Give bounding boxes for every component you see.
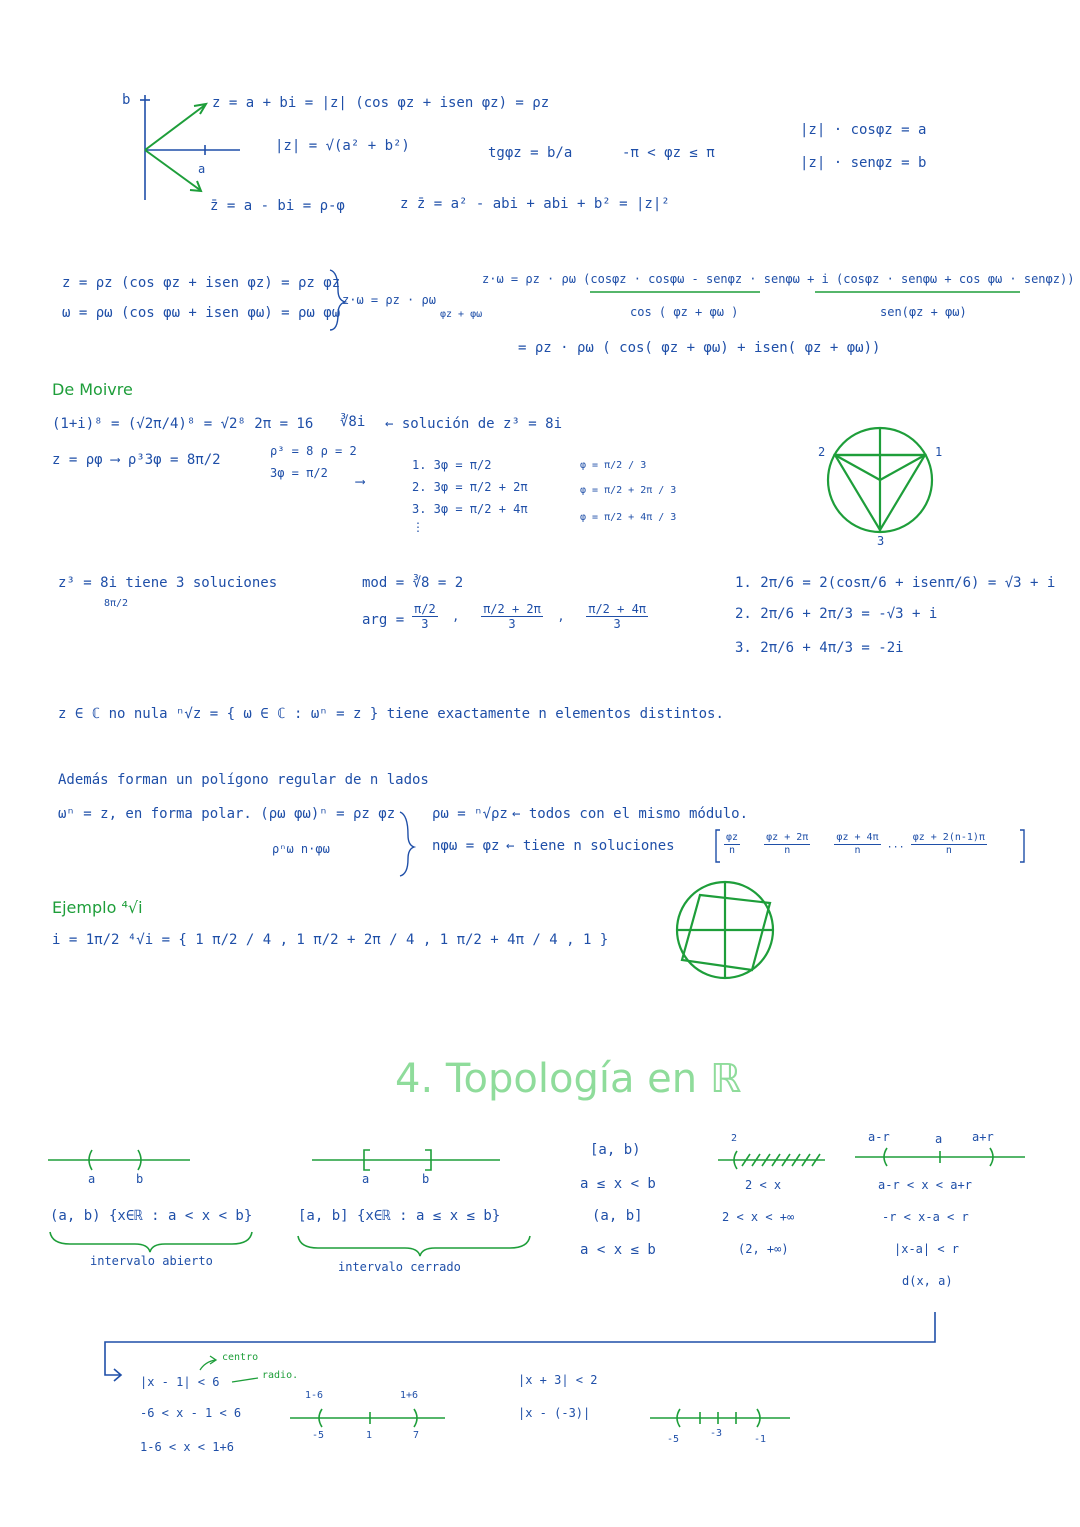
open-notation: (a, b) {x∈ℝ : a < x < b} (50, 1208, 253, 1224)
phi-value-1: φ = π/2 / 3 (580, 460, 647, 471)
w-polar-line: ω = ρω (cos φω + isen φω) = ρω φω (62, 305, 341, 321)
radio-label: radio. (262, 1370, 299, 1381)
ex1-bottom-1: -5 (312, 1430, 325, 1441)
connector-arrow (105, 1312, 935, 1375)
axis-a-label: a (198, 162, 206, 176)
example-heading: Ejemplo ⁴√i (52, 898, 143, 917)
case-2: 2. 3φ = π/2 + 2π (412, 480, 528, 494)
example-line: i = 1π/2 ⁴√i = { 1 π/2 / 4 , 1 π/2 + 2π / 4 , 1 π/2 + 4π / 4 , 1 } (52, 932, 609, 948)
half-interval-2: (a, b] (592, 1208, 643, 1224)
neighborhood-line (855, 1148, 1025, 1166)
polar-form-line: ωⁿ = z, en forma polar. (ρω φω)ⁿ = ρz φz (58, 806, 396, 822)
ray-interval-line (718, 1151, 825, 1169)
fourth-roots-circle (677, 882, 773, 978)
open-a: a (88, 1172, 96, 1186)
phi-note: ← tiene n soluciones (506, 838, 675, 854)
ray-interval: (2, +∞) (738, 1242, 789, 1256)
sen-sum-label: sen(φz + φω) (880, 305, 967, 319)
closed-notation: [a, b] {x∈ℝ : a ≤ x ≤ b} (298, 1208, 501, 1224)
closed-label: intervalo cerrado (338, 1260, 461, 1274)
system-line-2: 3φ = π/2 (270, 466, 328, 480)
nbhd-line-3: |x-a| < r (894, 1242, 960, 1256)
ex2-line-2: |x - (-3)| (518, 1406, 591, 1420)
cube-roots-circle (828, 428, 932, 532)
ex1-line-1: |x - 1| < 6 (140, 1375, 220, 1389)
arg-fractions: $\frac{\pi/2}{3}$ , $\frac{\pi/2 + 2\pi}{3}$ , $\frac{\pi/2 + 4\pi}{3}$ (414, 602, 647, 632)
z-polar-line: z = ρz (cos φz + isen φz) = ρz φz (62, 275, 341, 291)
ex2-line-1: |x + 3| < 2 (518, 1373, 598, 1387)
closed-b: b (422, 1172, 430, 1186)
cos-relation: |z| · cosφz = a (800, 122, 927, 138)
centro-label: centro (222, 1352, 259, 1363)
zw-sub: φz + φω (440, 309, 483, 320)
conjugate-formula: z̄ = a - bi = ρ-φ (210, 198, 345, 214)
phi-value-3: φ = π/2 + 4π / 3 (580, 512, 677, 523)
nbhd-label-left: a-r (868, 1130, 890, 1144)
closed-interval-line (312, 1150, 500, 1170)
polar-sub: ρⁿω n·φω (272, 842, 330, 856)
case-1: 1. 3φ = π/2 (412, 458, 492, 472)
tangent-formula: tgφz = b/a (488, 145, 573, 161)
half-interval-1: [a, b) (590, 1142, 641, 1158)
arg-label: arg = (362, 612, 405, 628)
example1-number-line (290, 1409, 445, 1427)
zw-short: z·ω = ρz · ρω (342, 293, 436, 307)
polygon-note: Además forman un polígono regular de n lados (58, 772, 429, 788)
solution-2: 2. 2π/6 + 2π/3 = -√3 + i (735, 606, 938, 622)
case-3: 3. 3φ = π/2 + 4π (412, 502, 528, 516)
modulus-formula: |z| = √(a² + b²) (275, 138, 410, 154)
under-8i: 8π/2 (104, 598, 129, 609)
closed-a: a (362, 1172, 370, 1186)
circle-label-3: 3 (877, 534, 885, 548)
ex2-bottom-1: -5 (667, 1434, 680, 1445)
nbhd-label-right: a+r (972, 1130, 994, 1144)
three-solutions: z³ = 8i tiene 3 soluciones (58, 575, 278, 591)
sen-relation: |z| · senφz = b (800, 155, 927, 171)
cos-sum-label: cos ( φz + φω ) (630, 305, 739, 319)
modulus-line: mod = ∛8 = 2 (362, 575, 464, 591)
nbhd-line-2: -r < x-a < r (882, 1210, 969, 1224)
open-interval-line (48, 1150, 190, 1170)
moivre-example: (1+i)⁸ = (√2π/4)⁸ = √2⁸ 2π = 16 (52, 416, 314, 432)
system-line-1: ρ³ = 8 ρ = 2 (270, 444, 357, 458)
ex1-top-left: 1-6 (305, 1390, 324, 1401)
ex1-bottom-3: 7 (413, 1430, 420, 1441)
vector-arrows (145, 104, 206, 191)
case-dots: ⋮ (412, 520, 424, 534)
argument-range: -π < φz ≤ π (622, 145, 715, 161)
zw-expansion: z·ω = ρz · ρω (cosφz · cosφω - senφz · senφω + i (cosφz · senφω + cos φω · senφz)) (482, 272, 1075, 286)
ex2-bottom-3: -1 (754, 1434, 767, 1445)
rho-note: ← todos con el mismo módulo. (512, 806, 749, 822)
moivre-heading: De Moivre (52, 380, 133, 399)
polar-equation: z = ρφ ⟶ ρ³3φ = 8π/2 (52, 452, 221, 468)
ex2-bottom-2: -3 (710, 1428, 723, 1439)
circle-label-2: 2 (818, 445, 826, 459)
nbhd-line-4: d(x, a) (902, 1274, 953, 1288)
z-conjugate-product: z z̄ = a² - abi + abi + b² = |z|² (400, 196, 670, 212)
roots-list: $\frac{\varphi z}{n}$ $\frac{\varphi z + 2\pi}{n}$ $\frac{\varphi z + 4\pi}{n}$ ... $\frac{\varphi z + 2(n-1)\pi}{n}$ (726, 832, 985, 856)
circle-label-1: 1 (935, 445, 943, 459)
open-b: b (136, 1172, 144, 1186)
ray-ineq: 2 < x (745, 1178, 782, 1192)
nbhd-line-1: a-r < x < a+r (878, 1178, 972, 1192)
ex1-top-right: 1+6 (400, 1390, 419, 1401)
solution-3: 3. 2π/6 + 4π/3 = -2i (735, 640, 904, 656)
rho-equation: ρω = ⁿ√ρz (432, 806, 508, 822)
nbhd-label-center: a (935, 1132, 943, 1146)
example2-number-line (650, 1409, 790, 1427)
z-definition: z = a + bi = |z| (cos φz + isen φz) = ρz (212, 95, 550, 111)
phi-equation: nφω = φz (432, 838, 500, 854)
ex1-bottom-2: 1 (366, 1430, 373, 1441)
roots-definition: z ∈ ℂ no nula ⁿ√z = { ω ∈ ℂ : ωⁿ = z } tiene exactamente n elementos distintos. (58, 706, 724, 722)
axis-b-label: b (122, 92, 131, 108)
ray-top-label: 2 (731, 1133, 738, 1144)
cube-root-8i: ∛8i (340, 414, 366, 430)
half-ineq-2: a < x ≤ b (580, 1242, 656, 1258)
ray-ineq-inf: 2 < x < +∞ (722, 1210, 795, 1224)
phi-value-2: φ = π/2 + 2π / 3 (580, 485, 677, 496)
topology-title: 4. Topología en ℝ (395, 1056, 742, 1102)
open-label: intervalo abierto (90, 1254, 213, 1268)
ex1-line-3: 1-6 < x < 1+6 (140, 1440, 234, 1454)
product-result: = ρz · ρω ( cos( φz + φω) + isen( φz + φω)) (518, 340, 881, 356)
ex1-line-2: -6 < x - 1 < 6 (140, 1406, 242, 1420)
half-ineq-1: a ≤ x < b (580, 1176, 656, 1192)
solution-note: ← solución de z³ = 8i (385, 416, 563, 432)
solution-1: 1. 2π/6 = 2(cosπ/6 + isenπ/6) = √3 + i (735, 575, 1056, 591)
